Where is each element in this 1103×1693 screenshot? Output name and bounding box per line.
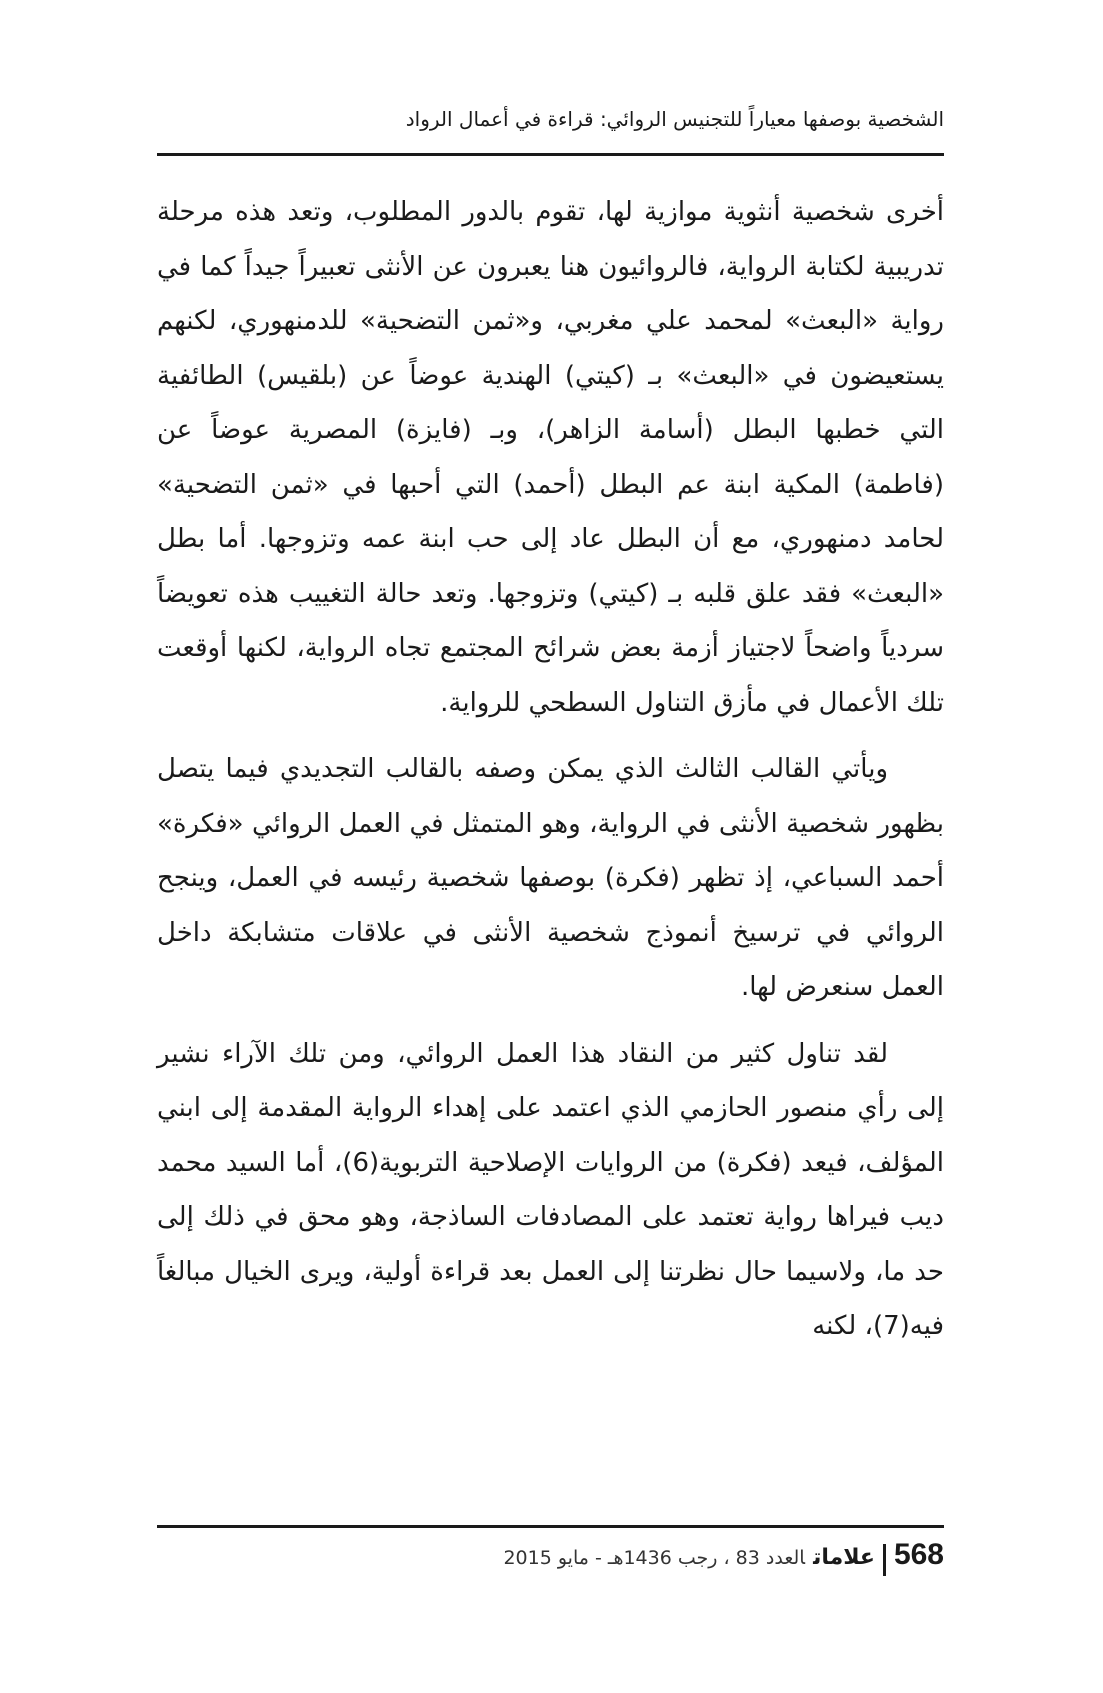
header-rule: [157, 153, 944, 156]
running-title: الشخصية بوصفها معياراً للتجنيس الروائي: قراءة في أعمال الرواد: [405, 107, 944, 131]
running-header: [157, 104, 944, 134]
issue-info: العدد 83 ، رجب 1436هـ - مايو 2015: [503, 1547, 806, 1569]
footer-rule: [157, 1525, 944, 1528]
paragraph-1: أخرى شخصية أنثوية موازية لها، تقوم بالدور المطلوب، وتعد هذه مرحلة تدريبية لكتابة الرواية، فالروائيون هنا يعبرون عن الأنثى تعبيراً جيداً كما في رواية «البعث» لمحمد علي مغربي، و«ثمن التضحية» للدمنهوري، لكنهم يستعيضون في «البعث» بـ (كيتي) الهندية عوضاً عن (بلقيس) الطائفية التي خطبها البطل (أسامة الزاهر)، وبـ (فايزة) المصرية عوضاً عن (فاطمة) المكية ابنة عم البطل (أحمد) التي أحبها في «ثمن التضحية» لحامد دمنهوري، مع أن البطل عاد إلى حب ابنة عمه وتزوجها. أما بطل «البعث» فقد علق قلبه بـ (كيتي) وتزوجها. وتعد حالة التغييب هذه تعويضاً سردياً واضحاً لاجتياز أزمة بعض شرائح المجتمع تجاه الرواية، لكنها أوقعت تلك الأعمال في مأزق التناول السطحي للرواية.: [157, 197, 944, 718]
page-number: 568: [893, 1538, 944, 1571]
paragraph-3: لقد تناول كثير من النقاد هذا العمل الروائي، ومن تلك الآراء نشير إلى رأي منصور الحازمي الذي اعتمد على إهداء الرواية المقدمة إلى ابني المؤلف، فيعد (فكرة) من الروايات الإصلاحية التربوية(6)، أما السيد محمد ديب فيراها رواية تعتمد على المصادفات الساذجة، وهو محق في ذلك إلى حد ما، ولاسيما حال نظرتنا إلى العمل بعد قراءة أولية، ويرى الخيال مبالغاً فيه(7)، لكنه: [157, 1038, 944, 1341]
journal-name: علامات: [813, 1545, 875, 1570]
paragraph-2: ويأتي القالب الثالث الذي يمكن وصفه بالقالب التجديدي فيما يتصل بظهور شخصية الأنثى في الرواية، وهو المتمثل في العمل الروائي «فكرة» أحمد السباعي، إذ تظهر (فكرة) بوصفها شخصية رئيسه في العمل، وينجح الروائي في ترسيخ أنموذج شخصية الأنثى في علاقات متشابكة داخل العمل سنعرض لها.: [157, 754, 944, 1002]
footer-separator: [883, 1544, 886, 1576]
page-footer: [157, 1536, 944, 1578]
body-text: [157, 185, 944, 1366]
